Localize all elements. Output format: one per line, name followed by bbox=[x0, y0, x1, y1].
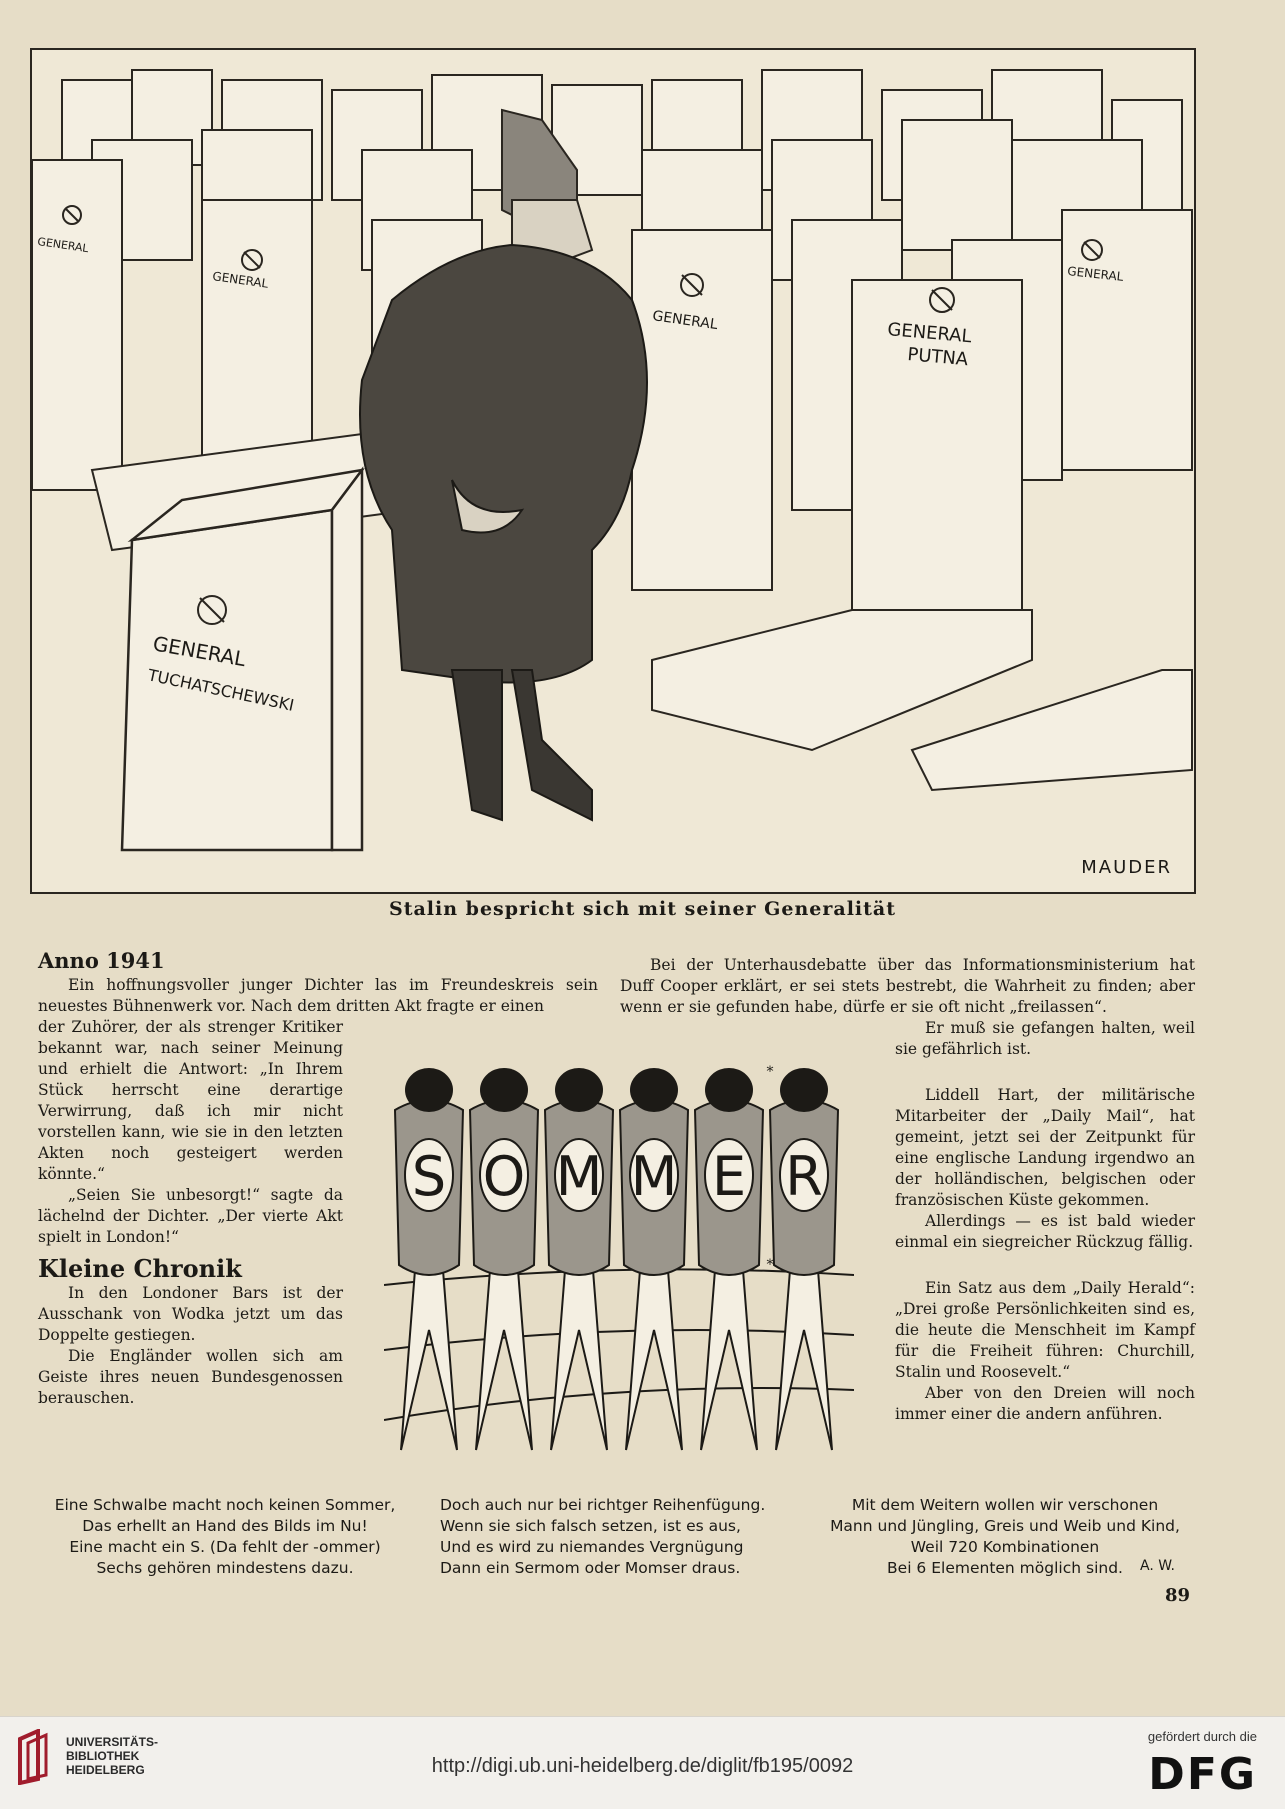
stone-2-line1: GENERAL bbox=[886, 319, 973, 348]
poem-line: Und es wird zu niemandes Vergnügung bbox=[440, 1538, 744, 1556]
anno-paragraph-2: „Seien Sie unbesorgt!“ sagte da lächelnd der Dichter. „Der vierte Akt spielt in London!“ bbox=[38, 1186, 343, 1246]
poem-line: Doch auch nur bei richtger Reihenfügung. bbox=[440, 1496, 766, 1514]
swallow-letter: M bbox=[555, 1145, 603, 1208]
cartoon-illustration bbox=[30, 48, 1196, 894]
library-name-line: UNIVERSITÄTS- bbox=[66, 1735, 159, 1749]
permalink-url[interactable]: http://digi.ub.uni-heidelberg.de/diglit/fb195/0092 bbox=[431, 1755, 854, 1777]
footer-bar bbox=[0, 1716, 1285, 1809]
poem-line: Eine macht ein S. (Da fehlt der -ommer) bbox=[69, 1538, 381, 1556]
swallow-letter: E bbox=[711, 1145, 747, 1208]
swallow-bird bbox=[620, 1068, 688, 1450]
poem-stanza-1 bbox=[40, 1495, 410, 1579]
swallow-letter: M bbox=[630, 1145, 678, 1208]
swallow-tail bbox=[551, 1270, 607, 1450]
right-paragraph-3: Allerdings — es ist bald wieder einmal ein siegreicher Rückzug fällig. bbox=[895, 1212, 1195, 1251]
page-number: 89 bbox=[1165, 1585, 1191, 1606]
cartoon-caption: Stalin bespricht sich mit seiner Generalität bbox=[388, 898, 897, 920]
stone-5-line1: GENERAL bbox=[36, 235, 90, 256]
anno-paragraph-1: Ein hoffnungsvoller junger Dichter las im Freundeskreis sein neuestes Bühnenwerk vor. Nach dem dritten Akt fragte er einen bbox=[38, 976, 598, 1015]
stone-3-line1: GENERAL bbox=[651, 308, 719, 334]
swallows-illustration bbox=[384, 1050, 854, 1485]
swallow-bird bbox=[395, 1068, 463, 1450]
swallow-tail bbox=[776, 1270, 832, 1450]
poem-line: Das erhellt an Hand des Bilds im Nu! bbox=[82, 1517, 368, 1535]
right-paragraph-5: Aber von den Dreien will noch immer einer die andern anführen. bbox=[895, 1384, 1195, 1423]
swallow-bird bbox=[545, 1068, 613, 1450]
library-name-line: HEIDELBERG bbox=[66, 1763, 145, 1777]
swallow-tail bbox=[401, 1270, 457, 1450]
anno-paragraph-1b: der Zuhörer, der als strenger Kritiker bekannt war, nach seiner Meinung und erhielt die Antwort: „In Ihrem Stück herrscht eine derartige Verwirrung, daß ich mir nicht vorstellen kann, wie sie in den letzten Akten noch gesteigert werden könnte.“ bbox=[38, 1018, 343, 1183]
author-initials: A. W. bbox=[1140, 1558, 1175, 1574]
stone-6-line1: GENERAL bbox=[1066, 264, 1125, 284]
stone-1-line1: GENERAL bbox=[151, 631, 248, 672]
swallow-tail bbox=[701, 1270, 757, 1450]
separator-star: * bbox=[766, 1257, 774, 1273]
graveyard-drawing bbox=[32, 50, 1194, 892]
swallow-head bbox=[780, 1068, 828, 1112]
right-paragraph-4: Ein Satz aus dem „Daily Herald“: „Drei große Persönlichkeiten sind es, die heute die Menschheit im Kampf für die Freiheit führen: Churchill, Stalin und Roosevelt.“ bbox=[895, 1279, 1195, 1381]
swallow-letter: O bbox=[482, 1145, 526, 1208]
swallow-tail bbox=[626, 1270, 682, 1450]
stone-4-line1: GENERAL bbox=[211, 269, 270, 291]
poem-line: Mit dem Weitern wollen wir verschonen bbox=[851, 1496, 1159, 1514]
swallow-letter: S bbox=[411, 1145, 447, 1208]
poem-line: Mann und Jüngling, Greis und Weib und Kind, bbox=[830, 1517, 1180, 1535]
chronik-paragraph-1: In den Londoner Bars ist der Ausschank von Wodka jetzt um das Doppelte gestiegen. bbox=[38, 1284, 343, 1344]
poem-line: Bei 6 Elementen möglich sind. bbox=[887, 1559, 1123, 1577]
heading-kleine-chronik: Kleine Chronik bbox=[38, 1254, 242, 1283]
heading-anno-1941: Anno 1941 bbox=[38, 948, 165, 973]
swallow-head bbox=[480, 1068, 528, 1112]
chronik-paragraph-2: Die Engländer wollen sich am Geiste ihres neuen Bundesgenossen berauschen. bbox=[38, 1347, 343, 1407]
right-paragraph-2: Liddell Hart, der militärische Mitarbeiter der „Daily Mail“, hat gemeint, jetzt sei der Zeitpunkt für eine englische Landung irgendwo an der holländischen, belgischen oder französischen Küste gekommen. bbox=[895, 1086, 1195, 1209]
swallow-tail bbox=[476, 1270, 532, 1450]
artist-signature: MAUDER bbox=[1081, 857, 1172, 878]
swallow-head bbox=[630, 1068, 678, 1112]
poem-stanza-2 bbox=[440, 1495, 800, 1579]
swallows-drawing bbox=[384, 1050, 854, 1485]
right-paragraph-1b: Er muß sie gefangen halten, weil sie gefährlich ist. bbox=[895, 1019, 1195, 1058]
poem-line: Sechs gehören mindestens dazu. bbox=[96, 1559, 354, 1577]
swallow-head bbox=[405, 1068, 453, 1112]
separator-star: * bbox=[766, 1064, 774, 1080]
poem-line: Dann ein Sermom oder Momser draus. bbox=[440, 1559, 741, 1577]
swallow-head bbox=[555, 1068, 603, 1112]
swallow-head bbox=[705, 1068, 753, 1112]
poem-line: Weil 720 Kombinationen bbox=[910, 1538, 1100, 1556]
stone-1-line2: TUCHATSCHEWSKI bbox=[146, 665, 296, 715]
swallow-bird bbox=[470, 1068, 538, 1450]
right-paragraph-1: Bei der Unterhausdebatte über das Informationsministerium hat Duff Cooper erklärt, er sei stets bestrebt, die Wahrheit zu finden; aber wenn er sie gefunden habe, dürfe er sie oft nicht „freilassen“. bbox=[620, 956, 1195, 1016]
poem-line: Eine Schwalbe macht noch keinen Sommer, bbox=[54, 1496, 396, 1514]
funded-by-label: gefördert durch die bbox=[1147, 1729, 1257, 1744]
swallow-letter: R bbox=[785, 1145, 823, 1208]
swallow-bird bbox=[695, 1068, 763, 1450]
poem-line: Wenn sie sich falsch setzen, ist es aus, bbox=[440, 1517, 741, 1535]
stone-2-line2: PUTNA bbox=[906, 344, 969, 371]
swallow-bird bbox=[770, 1068, 838, 1450]
library-name-line: BIBLIOTHEK bbox=[66, 1749, 140, 1763]
dfg-logo[interactable]: DFG bbox=[1148, 1749, 1257, 1800]
